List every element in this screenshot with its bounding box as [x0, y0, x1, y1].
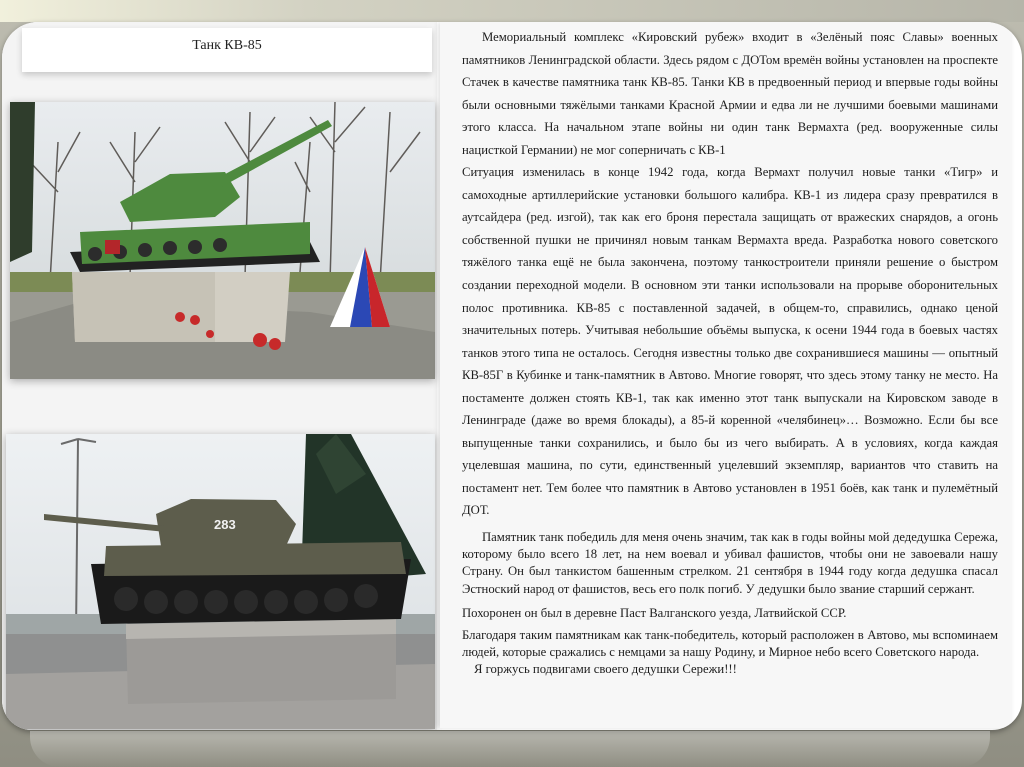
article-panel: [440, 22, 1012, 728]
slide-reflection: [30, 731, 990, 767]
article-paragraph: Памятник танк победиль для меня очень значим, так как в годы войны мой дедедушка Сережа, которому было всего 18 лет, на нем воевал и убивал фашистов, чтобы они не завоевали нашу Страну. Он был танкистом башенным стрелком. 21 сентября в 1944 году когда дедушка спасал Эстнoский народ от фашистов, весь его полк погиб. У дедушки было звание старший сержант.: [462, 530, 998, 596]
tank-photo-green: [10, 102, 435, 379]
article-paragraph: Мемориальный комплекс «Кировский рубеж» входит в «Зелёный пояс Славы» военных памятников Ленинградской области. Здесь рядом с ДОТом времён войны установлен на проспекте Стачек в качестве памятника танк КВ-85. Танки КВ в предвоенный период и впервые годы войны были основными тяжёлыми танками Красной Армии и едва ли не лучшими боевыми машинами этого класса. На начальном этапе войны ни один танк Вермахта (ред. вооруженные силы нацисткой Германии) не мог соперничать с КВ-1: [462, 30, 998, 157]
article-paragraph: Ситуация изменилась в конце 1942 года, когда Вермахт получил новые танки «Тигр» и самоходные артиллерийские установки большого калибра. КВ-1 из лидера сразу превратился в аутсайдера (ред. изгой), так как его броня перестала защищать от вражеских снарядов, а огонь собственной пушки не причинял новым танкам Вермахта вреда. Разработка нового советского тяжёлого танка ещё не была закончена, поэтому танкостроители приняли решение о быстром создании переходной модели. В основном эти танки использовали на прорыве оборонительных полос противника. КВ-85 с поставленной задачей, в общем-то, справились, однако ценой значительных потерь. Учитывая небольшие объёмы выпуска, к осени 1944 года в боевых частях танков этого типа не осталось. Сегодня известны только две сохранившиеся машины — опытный КВ-85Г в Кубинке и танк-памятник в Автово. Многие говорят, что здесь этому танку не место. На постаменте должен стоять КВ-1, так как именно этот танк выпускали на Кировском заводе в Ленинграде (даже во время блокады), а 85-й коренной «челябинец»… Возможно. Если бы все выпущенные танки сохранились, и было бы из чего выбирать. А в условиях, когда каждая уцелевшая машина, по сути, единственный уцелевший экземпляр, вариантов что ставить на постамент нет. Тем более что памятник в Автово установлен в 1951 боёв, как танк и пулемётный ДОТ.: [462, 165, 998, 518]
slide: [2, 22, 1022, 730]
tank-photo-kv85: [6, 434, 435, 729]
article-paragraph: Я горжусь подвигами своего дедушки Сережи!!!: [474, 662, 737, 677]
left-column: [2, 22, 437, 730]
photo-title: Танк КВ-85: [192, 38, 262, 53]
article-paragraph: Похоронен он был в деревне Паст Валганского уезда, Латвийской ССР.: [462, 605, 847, 620]
caption-box: [22, 28, 432, 72]
background-top-band: [0, 0, 1024, 22]
article-text: [462, 26, 998, 679]
article-paragraph: Благодаря таким памятникам как танк-победитель, который расположен в Автово, мы вспоминаем людей, которые сражались с немцами за нашу Родину, и Мирное небо всего Советского народа.: [462, 628, 998, 660]
tank-number: 283: [214, 517, 236, 532]
